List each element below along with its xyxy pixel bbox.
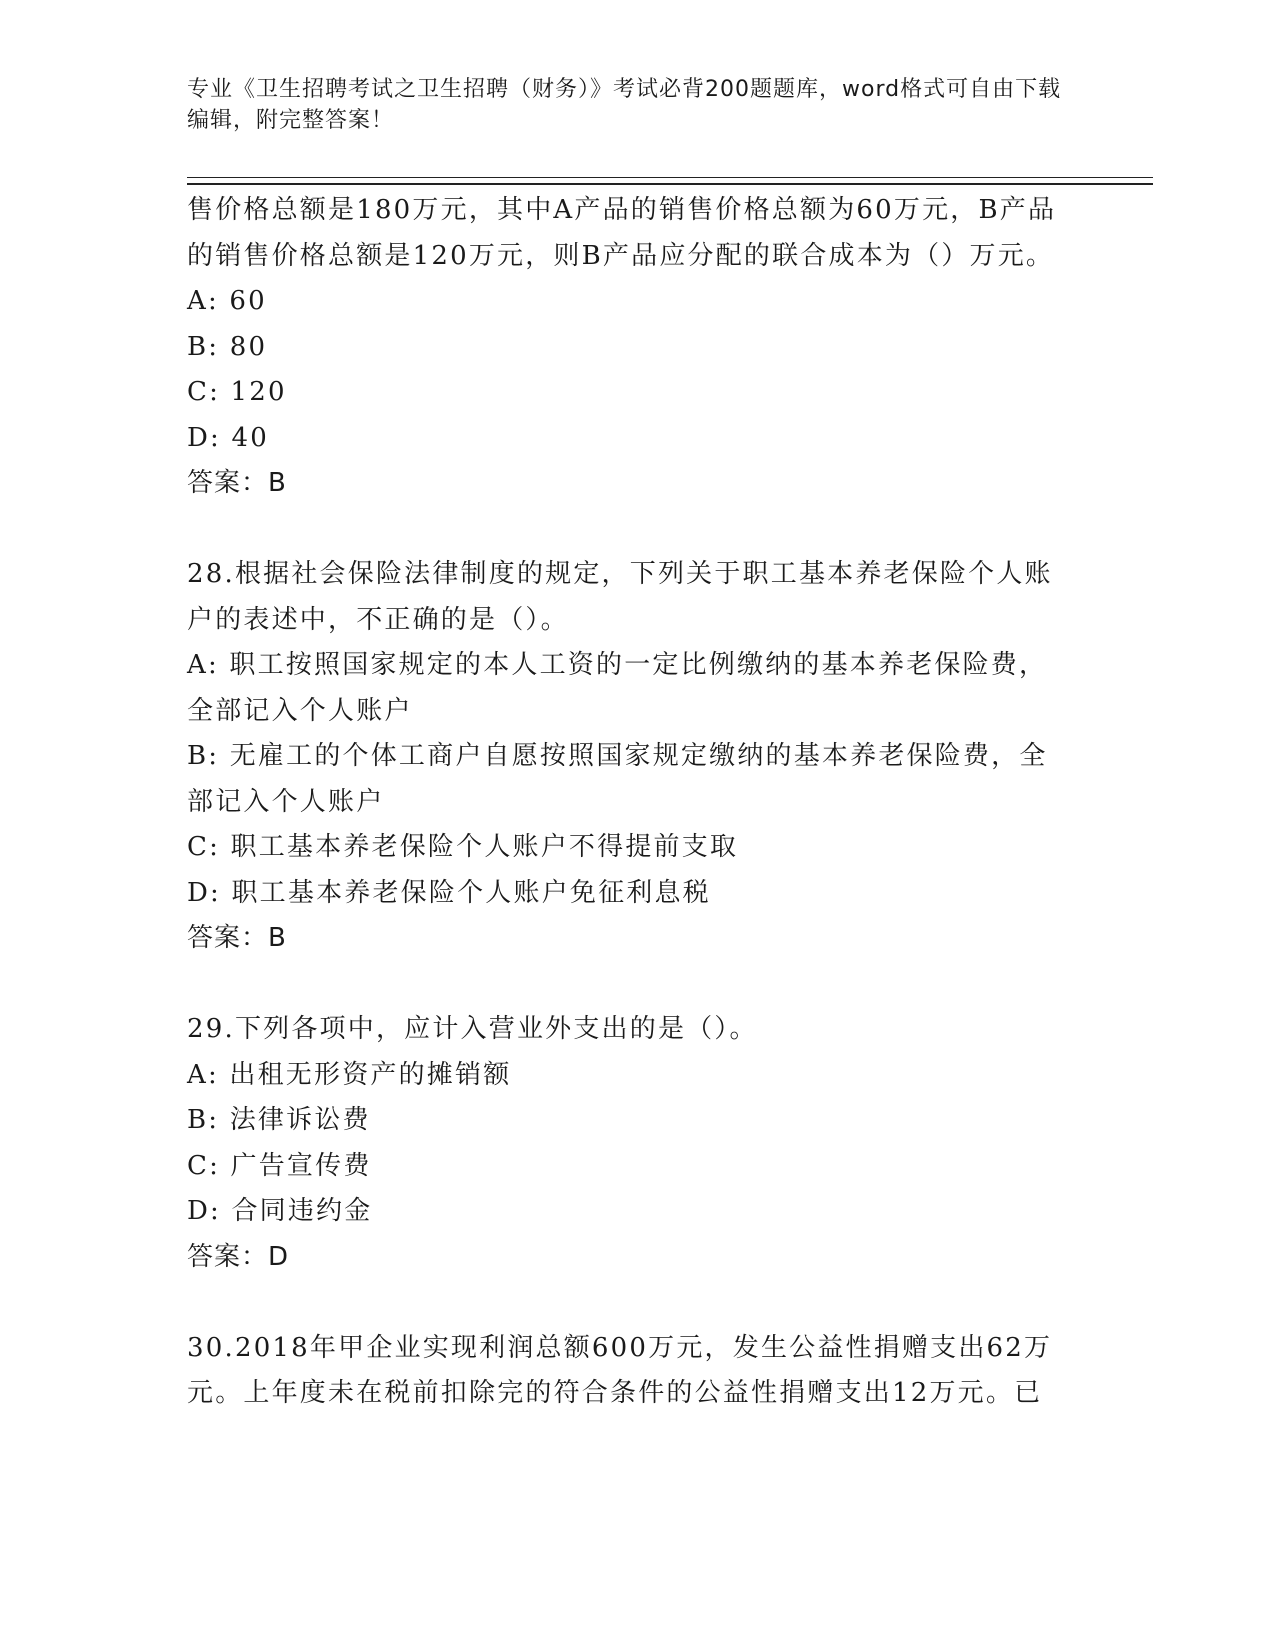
- header-divider-thin: [187, 177, 1153, 178]
- option-a: A: 60: [187, 286, 267, 316]
- question-stem: 售价格总额是180万元，其中A产品的销售价格总额为60万元，B产品的销售价格总额是120万元，则B产品应分配的联合成本为（）万元。: [187, 195, 1057, 271]
- option-a: A: 出租无形资产的摊销额: [187, 1059, 512, 1090]
- option-b: B: 法律诉讼费: [187, 1105, 371, 1135]
- question-list: [187, 188, 1067, 1417]
- question-27: [187, 188, 1067, 507]
- option-d: D: 合同违约金: [187, 1196, 373, 1226]
- question-stem: 30.2018年甲企业实现利润总额600万元，发生公益性捐赠支出62万元。上年度未在税前扣除完的符合条件的公益性捐赠支出12万元。已: [187, 1332, 1053, 1408]
- answer-label: 答案：B: [187, 468, 287, 498]
- option-c: C: 职工基本养老保险个人账户不得提前支取: [187, 832, 739, 862]
- option-d: D: 职工基本养老保险个人账户免征利息税: [187, 877, 711, 908]
- page-header: 专业《卫生招聘考试之卫生招聘（财务）》考试必背200题题库，word格式可自由下载编辑，附完整答案！: [187, 77, 1062, 133]
- question-29: [187, 1007, 1067, 1280]
- header-divider-thick: [187, 183, 1153, 185]
- option-c: C: 120: [187, 377, 287, 407]
- question-stem: 28.根据社会保险法律制度的规定，下列关于职工基本养老保险个人账户的表述中，不正确的是（）。: [187, 559, 1053, 635]
- option-b: B: 无雇工的个体工商户自愿按照国家规定缴纳的基本养老保险费，全部记入个人账户: [187, 741, 1048, 817]
- option-d: D: 40: [187, 422, 269, 453]
- answer-label: 答案：B: [187, 923, 287, 953]
- question-stem: 29.下列各项中，应计入营业外支出的是（）。: [187, 1014, 758, 1044]
- question-28: [187, 552, 1067, 962]
- question-30: [187, 1326, 1067, 1417]
- option-b: B: 80: [187, 331, 268, 362]
- option-c: C: 广告宣传费: [187, 1150, 372, 1181]
- answer-label: 答案：D: [187, 1241, 290, 1272]
- option-a: A: 职工按照国家规定的本人工资的一定比例缴纳的基本养老保险费，全部记入个人账户: [187, 650, 1048, 726]
